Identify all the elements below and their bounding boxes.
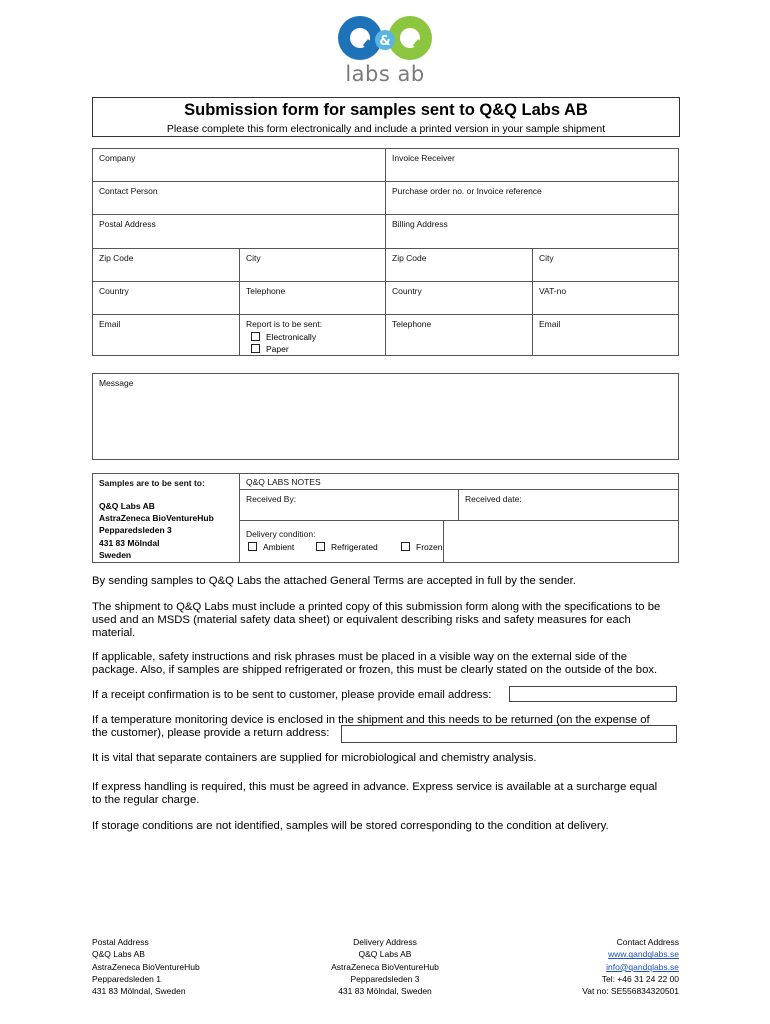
received-by-field[interactable]	[239, 489, 459, 521]
purchase-order-label: Purchase order no. or Invoice reference	[392, 186, 542, 196]
refrigerated-checkbox[interactable]	[316, 542, 325, 551]
zip-code-label: Zip Code	[99, 253, 134, 263]
paper-label: Paper	[266, 344, 289, 354]
vat-no-label: VAT-no	[539, 286, 567, 296]
frozen-option[interactable]	[401, 542, 442, 552]
country-field[interactable]	[92, 281, 240, 315]
footer-delivery-address	[300, 936, 470, 997]
company-field[interactable]	[92, 148, 386, 182]
frozen-label: Frozen	[416, 542, 443, 552]
footer-line: Q&Q Labs AB	[358, 949, 412, 960]
report-label: Report is to be sent:	[246, 319, 323, 329]
telephone-label: Telephone	[246, 286, 286, 296]
footer-vat: Vat no: SE556834320501	[582, 986, 679, 997]
text-line: used and an MSDS (material safety data sheet) or equivalent describing risks and safety measures for each	[92, 614, 631, 626]
shipping-line: Q&Q Labs AB	[99, 501, 155, 511]
purchase-order-field[interactable]	[385, 181, 679, 215]
footer-heading: Postal Address	[92, 937, 149, 947]
invoice-receiver-field[interactable]	[385, 148, 679, 182]
vat-no-field[interactable]	[532, 281, 679, 315]
footer-postal-address	[92, 936, 200, 997]
electronically-checkbox[interactable]	[251, 332, 260, 341]
shipment-requirements-text	[92, 601, 682, 640]
qq-logo-mark	[330, 14, 440, 66]
text-line: If applicable, safety instructions and risk phrases must be placed in a visible way on the external side of the	[92, 651, 628, 663]
notes-heading: Q&Q LABS NOTES	[246, 477, 321, 487]
text-line: package. Also, if samples are shipped refrigerated or frozen, this must be clearly stated on the outside of the box.	[92, 664, 658, 676]
billing-zip-code-field[interactable]	[385, 248, 533, 282]
company-label: Company	[99, 153, 136, 163]
shipping-heading: Samples are to be sent to:	[99, 478, 205, 488]
footer-line: AstraZeneca BioVentureHub	[92, 961, 200, 972]
city-field[interactable]	[239, 248, 386, 282]
contact-person-field[interactable]	[92, 181, 386, 215]
email-label: Email	[99, 319, 121, 329]
billing-email-field[interactable]	[532, 314, 679, 356]
shipping-line: Pepparedsleden 3	[99, 525, 172, 536]
notes-header	[239, 473, 679, 490]
billing-address-field[interactable]	[385, 214, 679, 249]
email-field[interactable]	[92, 314, 240, 356]
storage-conditions-text: If storage conditions are not identified, samples will be stored corresponding to the condition at delivery.	[92, 820, 609, 832]
billing-country-field[interactable]	[385, 281, 533, 315]
electronically-label: Electronically	[266, 332, 317, 342]
ambient-option[interactable]	[248, 542, 294, 552]
received-date-field[interactable]	[458, 489, 679, 521]
delivery-condition-cell-right	[416, 520, 679, 563]
contact-person-label: Contact Person	[99, 186, 158, 196]
received-by-label: Received By:	[246, 494, 297, 504]
return-address-input[interactable]	[341, 725, 677, 743]
city-label: City	[246, 253, 261, 263]
receipt-confirmation-text: If a receipt confirmation is to be sent to customer, please provide email address:	[92, 689, 492, 701]
website-link[interactable]: www.qandqlabs.se	[608, 949, 679, 960]
message-label: Message	[99, 378, 134, 388]
postal-address-field[interactable]	[92, 214, 386, 249]
footer-line: AstraZeneca BioVentureHub	[331, 961, 439, 972]
express-handling-text	[92, 781, 682, 807]
report-electronically-option[interactable]	[251, 332, 316, 342]
refrigerated-option[interactable]	[316, 542, 378, 552]
frozen-checkbox[interactable]	[401, 542, 410, 551]
text-line: the customer), please provide a return address:	[92, 727, 330, 739]
footer-line: Pepparedsleden 1	[92, 973, 162, 984]
footer-contact-address	[538, 936, 679, 997]
billing-telephone-field[interactable]	[385, 314, 533, 356]
report-paper-option[interactable]	[251, 344, 289, 354]
shipping-address-box	[92, 473, 240, 563]
separate-containers-text: It is vital that separate containers are supplied for microbiological and chemistry analysis.	[92, 752, 537, 764]
shipping-line: AstraZeneca BioVentureHub	[99, 513, 214, 524]
footer-heading: Contact Address	[616, 937, 679, 947]
delivery-condition-label: Delivery condition:	[246, 529, 316, 539]
message-field[interactable]	[92, 373, 679, 460]
invoice-receiver-label: Invoice Receiver	[392, 153, 455, 163]
billing-telephone-label: Telephone	[392, 319, 432, 329]
zip-code-field[interactable]	[92, 248, 240, 282]
email-link[interactable]: info@qandqlabs.se	[606, 961, 679, 972]
report-delivery-cell	[239, 314, 386, 356]
footer-line: 431 83 Mölndal, Sweden	[338, 986, 432, 997]
refrigerated-label: Refrigerated	[331, 542, 378, 552]
company-logo	[330, 14, 440, 86]
billing-city-field[interactable]	[532, 248, 679, 282]
footer-line: Q&Q Labs AB	[92, 949, 145, 960]
receipt-email-input[interactable]	[509, 686, 677, 702]
footer-line: 431 83 Mölndal, Sweden	[92, 986, 186, 997]
footer-telephone: Tel: +46 31 24 22 00	[601, 973, 679, 984]
svg-text:&: &	[379, 34, 391, 49]
received-date-label: Received date:	[465, 494, 522, 504]
telephone-field[interactable]	[239, 281, 386, 315]
billing-city-label: City	[539, 253, 554, 263]
paper-checkbox[interactable]	[251, 344, 260, 353]
billing-country-label: Country	[392, 286, 422, 296]
safety-instructions-text	[92, 651, 682, 677]
text-line: If a temperature monitoring device is enclosed in the shipment and this needs to be returned (on the expense of	[92, 714, 650, 726]
page-title: Submission form for samples sent to Q&Q Labs AB	[184, 101, 588, 119]
ambient-label: Ambient	[263, 542, 295, 552]
logo-brand-text: labs ab	[345, 62, 425, 86]
title-box	[92, 97, 680, 137]
shipping-line: Sweden	[99, 549, 132, 560]
billing-zip-code-label: Zip Code	[392, 253, 427, 263]
billing-address-label: Billing Address	[392, 219, 448, 229]
footer-line: Pepparedsleden 3	[350, 973, 420, 984]
footer-heading: Delivery Address	[353, 937, 417, 947]
text-line: If express handling is required, this must be agreed in advance. Express service is available at a surcharge equal	[92, 781, 658, 793]
text-line: to the regular charge.	[92, 794, 200, 806]
shipping-line: 431 83 Mölndal	[99, 537, 160, 548]
country-label: Country	[99, 286, 129, 296]
shipping-address	[99, 500, 214, 561]
text-line: material.	[92, 627, 136, 639]
postal-address-label: Postal Address	[99, 219, 156, 229]
billing-email-label: Email	[539, 319, 561, 329]
ambient-checkbox[interactable]	[248, 542, 257, 551]
terms-acceptance-text: By sending samples to Q&Q Labs the attached General Terms are accepted in full by the sender.	[92, 575, 576, 587]
page-subtitle: Please complete this form electronically and include a printed version in your sample shipment	[166, 123, 606, 135]
text-line: The shipment to Q&Q Labs must include a printed copy of this submission form along with the specifications to be	[92, 601, 661, 613]
